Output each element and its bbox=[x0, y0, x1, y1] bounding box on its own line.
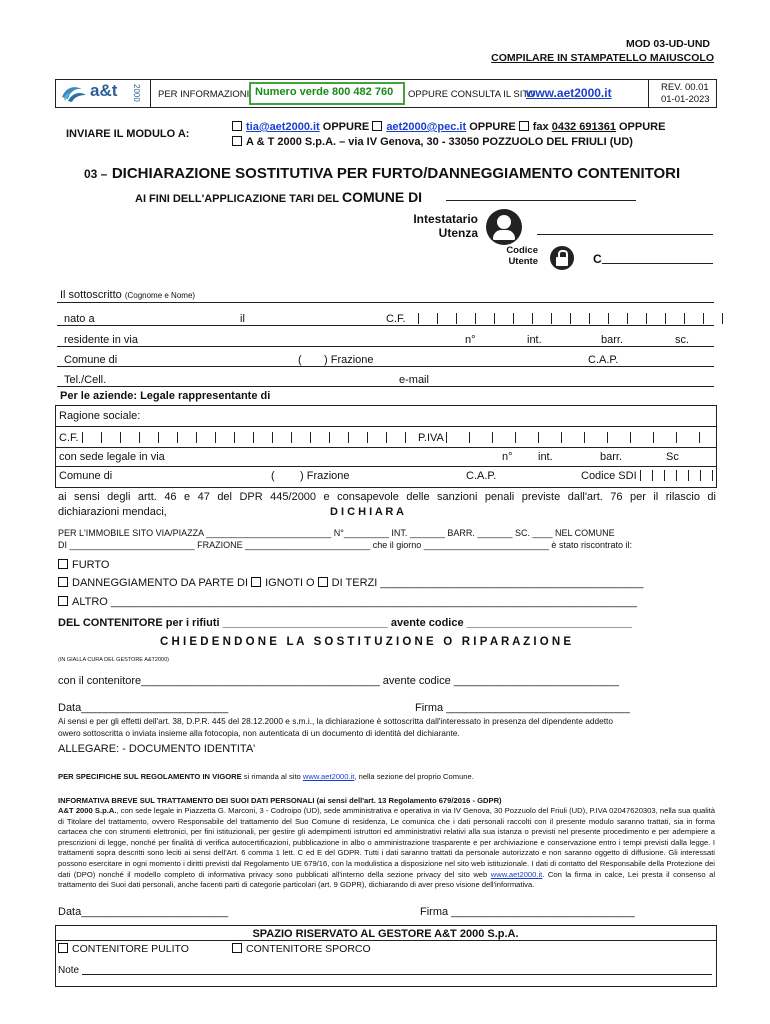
checkbox-icon[interactable] bbox=[251, 577, 261, 587]
specifiche-text: PER SPECIFICHE SUL REGOLAMENTO IN VIGORE si rimanda al sito www.aet2000.it, nella sezione del proprio Comune. bbox=[58, 772, 474, 781]
module-code: MOD 03-UD-UND bbox=[626, 38, 710, 50]
piva-label: P.IVA bbox=[418, 432, 444, 444]
azienda-cf-label: C.F. bbox=[59, 432, 79, 444]
immobile-line-1: PER L'IMMOBILE SITO VIA/PIAZZA _________________________ N°_________ INT. _______ BARR. _______ SC. ____ NEL COMUNE bbox=[58, 528, 615, 538]
sensi-text: ai sensi degli artt. 46 e 47 del DPR 445/2000 e consapevole delle sanzioni penali previste dall'art. 76 per il rilascio di bbox=[58, 491, 716, 503]
azienda-sc-label: Sc bbox=[666, 451, 679, 463]
azienda-frazione-label: ) Frazione bbox=[300, 470, 350, 482]
firma-field[interactable]: Firma ______________________________ bbox=[415, 702, 630, 714]
specifiche-link[interactable]: www.aet2000.it bbox=[302, 772, 355, 781]
allegare-text: ALLEGARE: - DOCUMENTO IDENTITA' bbox=[58, 743, 256, 755]
con-il-contenitore: con il contenitore_______________________________________ avente codice ___________________________ bbox=[58, 675, 619, 687]
checkbox-icon[interactable] bbox=[232, 136, 242, 146]
gestore-title: SPAZIO RISERVATO AL GESTORE A&T 2000 S.p.A. bbox=[252, 928, 519, 940]
informativa-link[interactable]: www.aet2000.it bbox=[490, 869, 543, 879]
data-field[interactable]: Data________________________ bbox=[58, 702, 229, 714]
informativa-text: A&T 2000 S.p.A., con sede legale in Piazzetta G. Marconi, 3 - Codroipo (UD), sede amministrativa e operativa in via IV Genova, 30 Pozzuolo del Friuli (UD), P.IVA 02047620303, nella sua qualità di Titolare del trattamento, ovvero Responsabile del trattamento del Suo Comune di residenza, Le comunica che i dati personali raccolti con il presente modulo saranno trattati, sia in forma cartacea che con strumenti elettronici, per fini istituzionali, per gestire gli adempimenti istruttori ed amministrativi relativi alla sua istanza o previsti nel presente procedimento e per adempiere a prescrizioni di legge, nonché per finalità di verifica autocertificazioni, pubblicazione in albo o amministrazione trasparente e per archiviazione e conservazione entro i tempi previsti dalla legge. I trattamenti sopra descritti sono leciti ai sensi dell'Art. 6 comma 1 lett. C ed E del GDPR. Tutti i dati saranno trattati da personale autorizzato e non saranno oggetto di diffusione. Gli interessati possono esercitare in ogni momento i diritti previsti dal Regolamento UE 679/16, con la modulistica a disposizione nel sito web istituzionale. I dati di contatto del Responsabile della Protezione dei dati (DPO) nonché il modello completo di informativa privacy sono pubblicati all'interno della sezione privacy del sito web www.aet2000.it. Con la firma in calce, Lei presta il consenso al trattamento dei Suoi dati personali, anche facenti parti di categorie particolari (art. 9 GDPR), dichiarando di aver preso visione dell'informativa. bbox=[58, 806, 716, 890]
mendaci-text: dichiarazioni mendaci, bbox=[58, 506, 167, 518]
send-options: tia@aet2000.it OPPURE aet2000@pec.it OPPURE fax 0432 691361 OPPURE bbox=[232, 121, 665, 133]
sc-label: sc. bbox=[675, 334, 690, 346]
tel-label: Tel./Cell. bbox=[64, 374, 107, 386]
option-furto[interactable]: FURTO bbox=[58, 559, 110, 571]
cap-label: C.A.P. bbox=[588, 354, 619, 366]
dichiara-heading: D I C H I A R A bbox=[330, 506, 404, 518]
checkbox-icon[interactable] bbox=[372, 121, 382, 131]
document-subtitle: AI FINI DELL'APPLICAZIONE TARI DEL COMUNE DI bbox=[135, 189, 423, 205]
website-link[interactable]: www.aet2000.it bbox=[526, 86, 612, 100]
note-label: Note bbox=[58, 965, 80, 976]
revision: REV. 00.01 bbox=[661, 82, 709, 93]
compile-instruction: COMPILARE IN STAMPATELLO MAIUSCOLO bbox=[491, 52, 714, 64]
legal-text-2: owero sottoscritta o inviata insieme alla fotocopia, non autenticata di un documento di identità del dichiarante. bbox=[58, 728, 460, 738]
checkbox-icon[interactable] bbox=[58, 596, 68, 606]
gestore-note: (IN GIALLA CURA DEL GESTORE A&T2000) bbox=[58, 657, 169, 663]
fax-number: 0432 691361 bbox=[551, 121, 616, 133]
option-pulito[interactable]: CONTENITORE PULITO bbox=[58, 943, 189, 955]
option-sporco[interactable]: CONTENITORE SPORCO bbox=[232, 943, 371, 955]
numero-verde-box bbox=[249, 82, 405, 105]
checkbox-icon[interactable] bbox=[318, 577, 328, 587]
codice-c-prefix: C bbox=[593, 252, 602, 266]
codice-utente-label: Codice Utente bbox=[506, 245, 538, 267]
sdi-label: Codice SDI bbox=[581, 470, 637, 482]
checkbox-icon[interactable] bbox=[519, 121, 529, 131]
azienda-int-label: int. bbox=[538, 451, 553, 463]
contenitore-line: DEL CONTENITORE per i rifiuti ___________________________ avente codice ___________________________ bbox=[58, 617, 632, 629]
numero-label: n° bbox=[465, 334, 476, 346]
immobile-line-2: DI _________________________ FRAZIONE _________________________ che il giorno _________________________ è stato riscontrato il: bbox=[58, 540, 632, 550]
option-danneggiamento[interactable]: DANNEGGIAMENTO DA PARTE DI IGNOTI O DI TERZI ___________________________________________ bbox=[58, 577, 643, 589]
frazione-label: ) Frazione bbox=[324, 354, 374, 366]
chiedendone-heading: C H I E D E N D O N E L A S O S T I T U Z I O N E O R I P A R A Z I O N E bbox=[160, 636, 572, 648]
azienda-barr-label: barr. bbox=[600, 451, 623, 463]
azienda-n-label: n° bbox=[502, 451, 513, 463]
informativa-title: INFORMATIVA BREVE SUL TRATTAMENTO DEI SUOI DATI PERSONALI (ai sensi dell'art. 13 Regolamento 679/2016 - GDPR) bbox=[58, 796, 502, 805]
email-tia-link[interactable]: tia@aet2000.it bbox=[246, 121, 320, 133]
user-icon bbox=[486, 209, 522, 245]
azienda-cap-label: C.A.P. bbox=[466, 470, 497, 482]
option-altro[interactable]: ALTRO ______________________________________________________________________________________ bbox=[58, 596, 637, 608]
logo-swirl-icon bbox=[60, 83, 88, 103]
note-line[interactable] bbox=[82, 974, 712, 975]
nato-label: nato a bbox=[64, 313, 95, 325]
comune-label: Comune di bbox=[64, 354, 118, 366]
residente-label: residente in via bbox=[64, 334, 138, 346]
aziende-label: Per le aziende: Legale rappresentante di bbox=[60, 390, 271, 402]
revision-date: 01-01-2023 bbox=[661, 94, 710, 105]
sottoscritto-label: Il sottoscritto (Cognome e Nome) bbox=[60, 289, 196, 301]
checkbox-icon[interactable] bbox=[58, 577, 68, 587]
barr-label: barr. bbox=[601, 334, 624, 346]
oppure-label: OPPURE CONSULTA IL SITO bbox=[408, 89, 536, 100]
email-pec-link[interactable]: aet2000@pec.it bbox=[386, 121, 467, 133]
numero-verde: Numero verde 800 482 760 bbox=[255, 86, 394, 98]
sdi-boxes[interactable] bbox=[640, 470, 724, 481]
azienda-cf-boxes[interactable] bbox=[82, 432, 424, 443]
checkbox-icon[interactable] bbox=[58, 943, 68, 953]
int-label: int. bbox=[527, 334, 542, 346]
cf-label: C.F. bbox=[386, 313, 406, 325]
firma-field-2[interactable]: Firma ______________________________ bbox=[420, 906, 635, 918]
send-address: A & T 2000 S.p.A. – via IV Genova, 30 - 33050 POZZUOLO DEL FRIULI (UD) bbox=[232, 136, 633, 148]
cf-boxes[interactable] bbox=[418, 313, 723, 324]
info-label: PER INFORMAZIONI: bbox=[158, 89, 252, 100]
legal-text-1: Ai sensi e per gli effetti dell'art. 38, D.P.R. 445 del 28.12.2000 e s.m.i., la dichiarazione è sottoscritta dall'interessato in presenza del dipendente addetto bbox=[58, 716, 613, 726]
email-label: e-mail bbox=[399, 374, 429, 386]
document-title: 03 – DICHIARAZIONE SOSTITUTIVA PER FURTO/DANNEGGIAMENTO CONTENITORI bbox=[84, 165, 681, 182]
checkbox-icon[interactable] bbox=[232, 943, 242, 953]
piva-boxes[interactable] bbox=[446, 432, 722, 443]
checkbox-icon[interactable] bbox=[232, 121, 242, 131]
checkbox-icon[interactable] bbox=[58, 559, 68, 569]
il-label: il bbox=[240, 313, 245, 325]
azienda-comune-label: Comune di bbox=[59, 470, 113, 482]
lock-icon bbox=[550, 246, 574, 270]
ragione-sociale-label: Ragione sociale: bbox=[59, 410, 141, 422]
sede-label: con sede legale in via bbox=[59, 451, 165, 463]
intestatario-label: Intestatario Utenza bbox=[413, 212, 478, 240]
send-label: INVIARE IL MODULO A: bbox=[66, 128, 190, 140]
company-logo: a&t 2000 bbox=[60, 82, 146, 104]
data-field-2[interactable]: Data________________________ bbox=[58, 906, 229, 918]
